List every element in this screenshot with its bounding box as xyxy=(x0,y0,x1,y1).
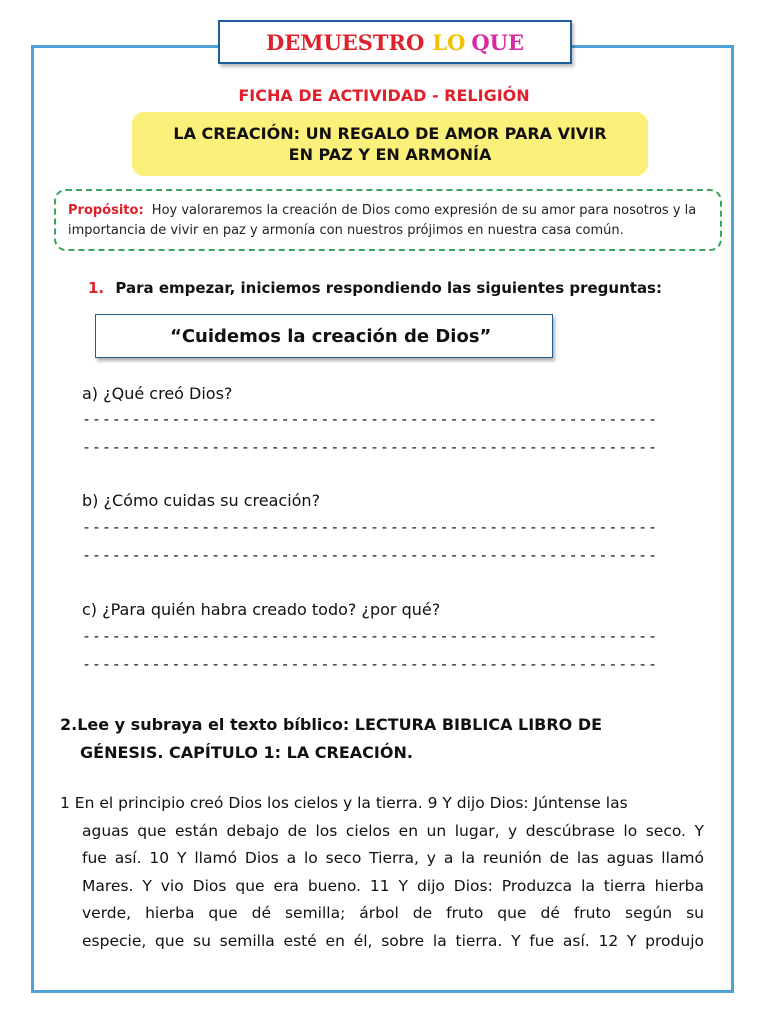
answer-line[interactable]: ---------------------------------------------------------- xyxy=(82,518,658,536)
purpose-box xyxy=(54,189,722,251)
answer-line[interactable]: ---------------------------------------------------------- xyxy=(82,655,658,673)
answer-line[interactable]: ---------------------------------------------------------- xyxy=(82,438,658,456)
section-1-instruction xyxy=(88,279,662,297)
section-2-line-2: GÉNESIS. CAPÍTULO 1: LA CREACIÓN. xyxy=(80,743,413,762)
bible-line: 1 En el principio creó Dios los cielos y la tierra. 9 Y dijo Dios: Júntense las xyxy=(60,794,628,812)
section-1-number: 1. xyxy=(88,279,105,297)
main-title-box xyxy=(132,112,648,176)
activity-sheet-title: FICHA DE ACTIVIDAD - RELIGIÓN xyxy=(238,86,530,105)
answer-line[interactable]: ---------------------------------------------------------- xyxy=(82,627,658,645)
bible-line: verde, hierba que dé semilla; árbol de fruto que dé fruto según su xyxy=(82,904,704,922)
purpose-text: Hoy valoraremos la creación de Dios como expresión de su amor para nosotros y la importancia de vivir en paz y armonía con nuestros prójimos en nuestra casa común. xyxy=(68,203,697,238)
bible-line: aguas que están debajo de los cielos en un lugar, y descúbrase lo seco. Y xyxy=(82,821,704,840)
purpose-label: Propósito: xyxy=(68,203,144,218)
main-title-line-1: LA CREACIÓN: UN REGALO DE AMOR PARA VIVIR xyxy=(173,124,607,143)
header-word-3: QUE xyxy=(471,29,524,55)
answer-line[interactable]: ---------------------------------------------------------- xyxy=(82,410,658,428)
bible-line: Mares. Y vio Dios que era bueno. 11 Y dijo Dios: Produzca la tierra hierba xyxy=(82,876,704,895)
section-1-text: Para empezar, iniciemos respondiendo las siguientes preguntas: xyxy=(115,279,662,297)
header-word-2: LO xyxy=(432,29,466,55)
main-title-line-2: EN PAZ Y EN ARMONÍA xyxy=(288,145,492,164)
bible-line: fue así. 10 Y llamó Dios a lo seco Tierra, y a la reunión de las aguas llamó xyxy=(82,849,704,867)
bible-line: especie, que su semilla esté en él, sobre la tierra. Y fue así. 12 Y produjo xyxy=(82,931,704,950)
header-word-1: DEMUESTRO xyxy=(265,29,425,55)
question-c: c) ¿Para quién habra creado todo? ¿por qué? xyxy=(82,600,441,619)
bible-passage xyxy=(60,790,704,955)
header-banner xyxy=(218,20,572,64)
section-2-instruction xyxy=(60,711,660,767)
section-2-line-1: 2.Lee y subraya el texto bíblico: LECTURA BIBLICA LIBRO DE xyxy=(60,715,603,734)
question-b: b) ¿Cómo cuidas su creación? xyxy=(82,491,321,510)
question-a: a) ¿Qué creó Dios? xyxy=(82,384,233,403)
quote-box xyxy=(95,314,553,358)
quote-text: “Cuidemos la creación de Dios” xyxy=(170,325,492,347)
answer-line[interactable]: ---------------------------------------------------------- xyxy=(82,546,658,564)
